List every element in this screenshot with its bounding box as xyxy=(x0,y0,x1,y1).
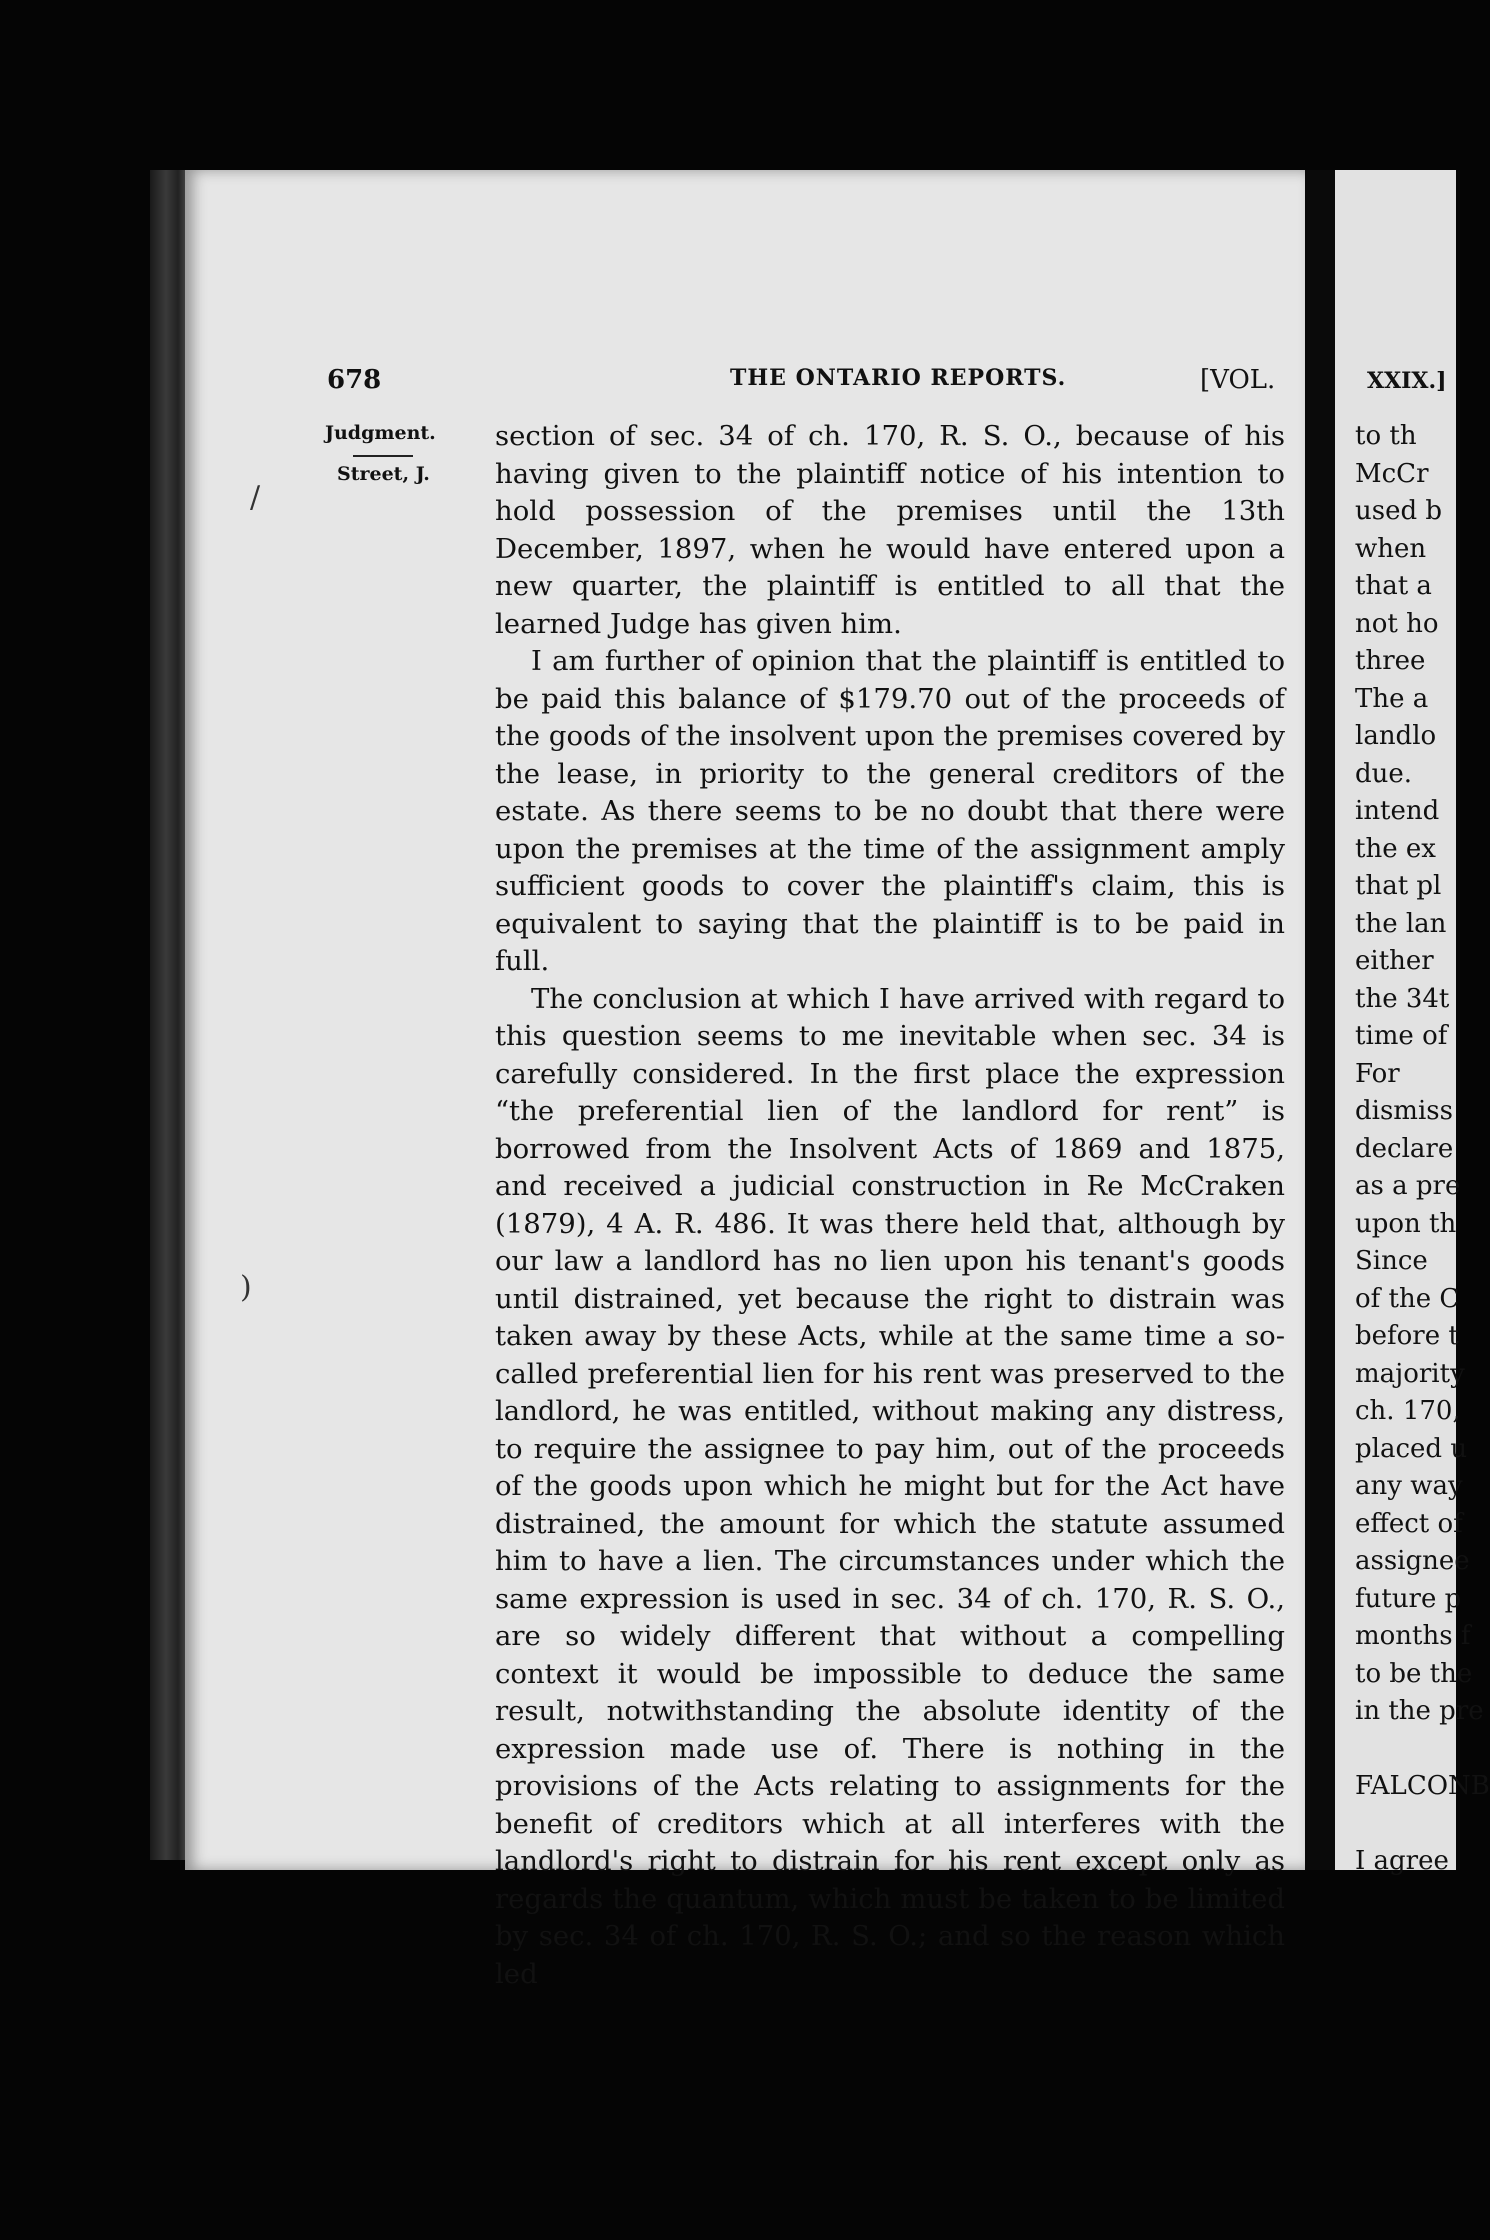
right-page-line: months f xyxy=(1355,1621,1471,1651)
right-page-line: placed u xyxy=(1355,1433,1468,1464)
margin-note-judge: Street, J. xyxy=(337,463,430,485)
right-page-line: For xyxy=(1355,1058,1400,1089)
page-number: 678 xyxy=(327,365,382,395)
page-title: THE ONTARIO REPORTS. xyxy=(730,365,1067,391)
page-gutter xyxy=(1305,170,1335,1870)
right-page-line: due. xyxy=(1355,758,1413,789)
right-page-line: Since xyxy=(1355,1246,1428,1276)
right-page-line: ch. 170, xyxy=(1355,1396,1461,1426)
pencil-mark-icon: / xyxy=(250,480,261,515)
right-page-line: intend xyxy=(1355,796,1440,826)
right-page-line xyxy=(1355,1731,1490,1769)
margin-divider xyxy=(353,455,413,457)
right-page-line: effect of xyxy=(1355,1508,1463,1539)
volume-label: [VOL. xyxy=(1200,365,1276,395)
right-page-line: in the pre xyxy=(1355,1696,1484,1726)
right-page-line: that pl xyxy=(1355,871,1442,901)
right-page-line: used b xyxy=(1355,496,1443,526)
right-page-line: FALCONB xyxy=(1355,1771,1490,1801)
right-page-line: before t xyxy=(1355,1321,1459,1351)
left-page xyxy=(185,170,1305,1990)
right-page-line: the ex xyxy=(1355,833,1436,864)
paragraph: I am further of opinion that the plaintiff is entitled to be paid this balance of $179.70 out of the proceeds of the goods of the insolvent upon the premises covered by the lease, in priority to the general creditors of the estate. As there seems to be no doubt that there were upon the premises at the time of the assignment amply sufficient goods to cover the plaintiff's claim, this is equivalent to saying that the plaintiff is to be paid in full. xyxy=(495,645,1285,977)
paragraph: section of sec. 34 of ch. 170, R. S. O., because of his having given to the plaintiff notice of his intention to hold possession of the premises until the 13th December, 1897, when he would have entered upon a new quarter, the plaintiff is entitled to all that the learned Judge has given him. xyxy=(495,420,1285,640)
right-running-head: XXIX.] xyxy=(1367,368,1447,394)
paragraph: The conclusion at which I have arrived with regard to this question seems to me inevitable when sec. 34 is carefully considered. In the first place the expression “the preferential lien of the landlord for rent” is borrowed from the Insolvent Acts of 1869 and 1875, and received a judicial construction in Re McCraken (1879), 4 A. R. 486. It was there held that, although by our law a landlord has no lien upon his tenant's goods until distrained, yet because the right to distrain was taken away by these Acts, while at the same time a so-called preferential lien for his rent was preserved to the landlord, he was entitled, without making any distress, to require the assignee to pay him, out of the proceeds of the goods upon which he might but for the Act have distrained, the amount for which the statute assumed him to have a lien. The circumstances under which the same expression is used in sec. 34 of ch. 170, R. S. O., are so widely different that without a compelling context it would be impossible to deduce the same result, notwithstanding the absolute identity of the expression made use of. There is nothing in the provisions of the Acts relating to assignments for the benefit of creditors which at all interferes with the landlord's right to distrain for his rent except only as regards the quantum, which must be taken to be limited by sec. 34 of ch. 170, R. S. O.; and so the reason which led xyxy=(495,982,1285,1990)
right-page-line: not ho xyxy=(1355,608,1439,639)
right-page-line: to be the xyxy=(1355,1658,1473,1689)
right-page-line: declare xyxy=(1355,1133,1454,1164)
right-page-line: any way xyxy=(1355,1471,1463,1501)
right-page-line: either xyxy=(1355,946,1434,976)
right-page-line: dismiss xyxy=(1355,1096,1453,1126)
right-page-line: as a pre xyxy=(1355,1171,1461,1201)
right-page-line: McCr xyxy=(1355,458,1429,489)
right-page-line: to th xyxy=(1355,421,1417,451)
right-page-line: that a xyxy=(1355,571,1432,601)
judgment-text xyxy=(495,418,1285,1993)
right-page-line: majority xyxy=(1355,1358,1465,1389)
right-page-line: I agree xyxy=(1355,1846,1449,1876)
right-page-line: The a xyxy=(1355,683,1429,714)
book-spine xyxy=(150,170,190,1860)
right-page-line: of the C xyxy=(1355,1283,1460,1314)
right-page-line: three xyxy=(1355,646,1426,676)
right-page-line: the 34t xyxy=(1355,983,1450,1014)
running-head xyxy=(185,365,1305,405)
right-page-line: when xyxy=(1355,533,1427,564)
right-page-line xyxy=(1355,1806,1490,1844)
right-page-line: the lan xyxy=(1355,908,1447,939)
right-page-text xyxy=(1355,418,1490,1881)
pencil-mark-icon: ) xyxy=(240,1270,252,1305)
right-page-line: time of xyxy=(1355,1021,1448,1051)
right-page-line: future p xyxy=(1355,1583,1462,1614)
margin-note-judgment: Judgment. xyxy=(325,422,436,444)
right-page xyxy=(1335,170,1490,1876)
right-page-line: assignee xyxy=(1355,1546,1470,1576)
right-page-line: upon th xyxy=(1355,1208,1457,1239)
right-page-line: landlo xyxy=(1355,721,1437,751)
